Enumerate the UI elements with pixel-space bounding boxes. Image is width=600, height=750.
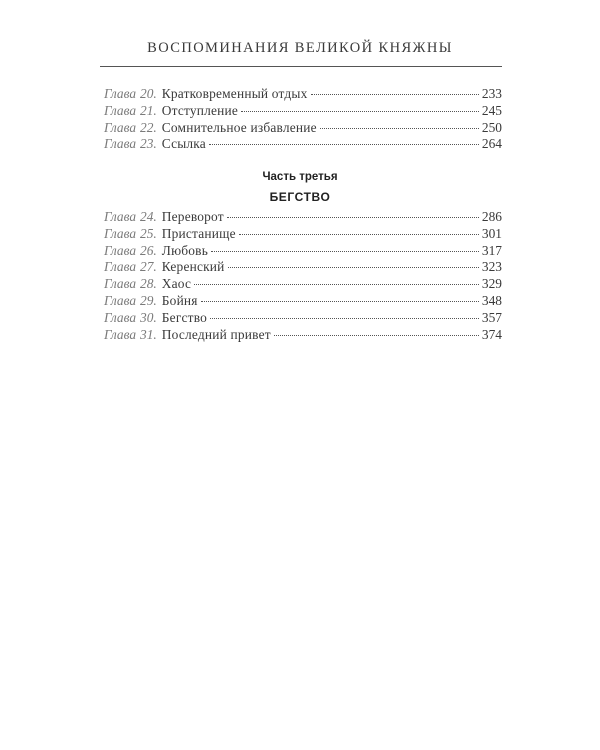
chapter-title: Ссылка bbox=[161, 136, 206, 152]
part-label: Часть третья bbox=[262, 171, 338, 183]
chapter-word: Глава bbox=[104, 292, 137, 308]
chapter-title: Последний привет bbox=[161, 326, 271, 342]
chapter-title: Переворот bbox=[161, 209, 224, 224]
chapter-title: Керенский bbox=[161, 259, 225, 275]
toc-entry[interactable] bbox=[104, 120, 502, 137]
chapter-title: Любовь bbox=[161, 242, 209, 258]
page-number: 317 bbox=[481, 242, 502, 258]
dot-leader bbox=[311, 94, 479, 95]
dot-leader bbox=[239, 234, 479, 235]
chapter-number: 31. bbox=[140, 326, 157, 342]
chapter-word: Глава bbox=[104, 225, 137, 241]
page-number: 245 bbox=[481, 102, 502, 118]
toc-entry[interactable] bbox=[104, 103, 502, 120]
chapter-number: 23. bbox=[140, 136, 157, 152]
dot-leader bbox=[320, 128, 479, 129]
chapter-title: Пристанище bbox=[161, 225, 236, 241]
chapter-word: Глава bbox=[104, 259, 137, 275]
chapter-word: Глава bbox=[104, 209, 137, 224]
page-number: 233 bbox=[481, 86, 502, 101]
part-title: БЕГСТВО bbox=[269, 190, 331, 204]
toc-entry[interactable] bbox=[104, 293, 502, 310]
dot-leader bbox=[228, 267, 479, 268]
toc-entry[interactable] bbox=[104, 226, 502, 243]
chapter-number: 29. bbox=[140, 292, 157, 308]
chapter-word: Глава bbox=[104, 242, 137, 258]
page-number: 264 bbox=[481, 136, 502, 152]
toc-entry[interactable] bbox=[104, 136, 502, 153]
chapter-number: 27. bbox=[140, 259, 157, 275]
chapter-word: Глава bbox=[104, 102, 137, 118]
chapter-number: 21. bbox=[140, 102, 157, 118]
running-head: ВОСПОМИНАНИЯ ВЕЛИКОЙ КНЯЖНЫ bbox=[147, 40, 453, 56]
chapter-number: 28. bbox=[140, 276, 157, 292]
chapter-word: Глава bbox=[104, 309, 137, 325]
dot-leader bbox=[209, 144, 479, 145]
chapter-number: 30. bbox=[140, 309, 157, 325]
dot-leader bbox=[201, 301, 479, 302]
chapter-title: Отступление bbox=[161, 102, 239, 118]
dot-leader bbox=[241, 111, 479, 112]
toc-entry[interactable] bbox=[104, 276, 502, 293]
dot-leader bbox=[227, 217, 479, 218]
chapter-word: Глава bbox=[104, 136, 137, 152]
toc-section-part-two bbox=[104, 86, 502, 153]
page-number: 250 bbox=[481, 119, 502, 135]
toc-entry[interactable] bbox=[104, 310, 502, 327]
chapter-number: 20. bbox=[140, 86, 157, 101]
dot-leader bbox=[274, 335, 479, 336]
header-rule bbox=[100, 66, 502, 67]
chapter-title: Кратковременный отдых bbox=[161, 86, 308, 101]
page-number: 374 bbox=[481, 326, 502, 342]
toc-section-part-three bbox=[104, 209, 502, 343]
chapter-number: 24. bbox=[140, 209, 157, 224]
toc-entry[interactable] bbox=[104, 243, 502, 260]
chapter-word: Глава bbox=[104, 326, 137, 342]
chapter-title: Бойня bbox=[161, 292, 198, 308]
chapter-word: Глава bbox=[104, 276, 137, 292]
page-number: 329 bbox=[481, 276, 502, 292]
chapter-title: Сомнительное избавление bbox=[161, 119, 317, 135]
chapter-title: Бегство bbox=[161, 309, 208, 325]
page-number: 286 bbox=[481, 209, 502, 224]
dot-leader bbox=[194, 284, 479, 285]
dot-leader bbox=[210, 318, 479, 319]
page-number: 348 bbox=[481, 292, 502, 308]
chapter-number: 26. bbox=[140, 242, 157, 258]
toc-entry[interactable] bbox=[104, 327, 502, 344]
toc-entry[interactable] bbox=[104, 86, 502, 103]
chapter-title: Хаос bbox=[161, 276, 192, 292]
dot-leader bbox=[211, 251, 479, 252]
page-number: 323 bbox=[481, 259, 502, 275]
toc-entry[interactable] bbox=[104, 209, 502, 226]
page-number: 357 bbox=[481, 309, 502, 325]
chapter-word: Глава bbox=[104, 119, 137, 135]
chapter-word: Глава bbox=[104, 86, 137, 101]
toc-entry[interactable] bbox=[104, 259, 502, 276]
chapter-number: 25. bbox=[140, 225, 157, 241]
chapter-number: 22. bbox=[140, 119, 157, 135]
page-number: 301 bbox=[481, 225, 502, 241]
